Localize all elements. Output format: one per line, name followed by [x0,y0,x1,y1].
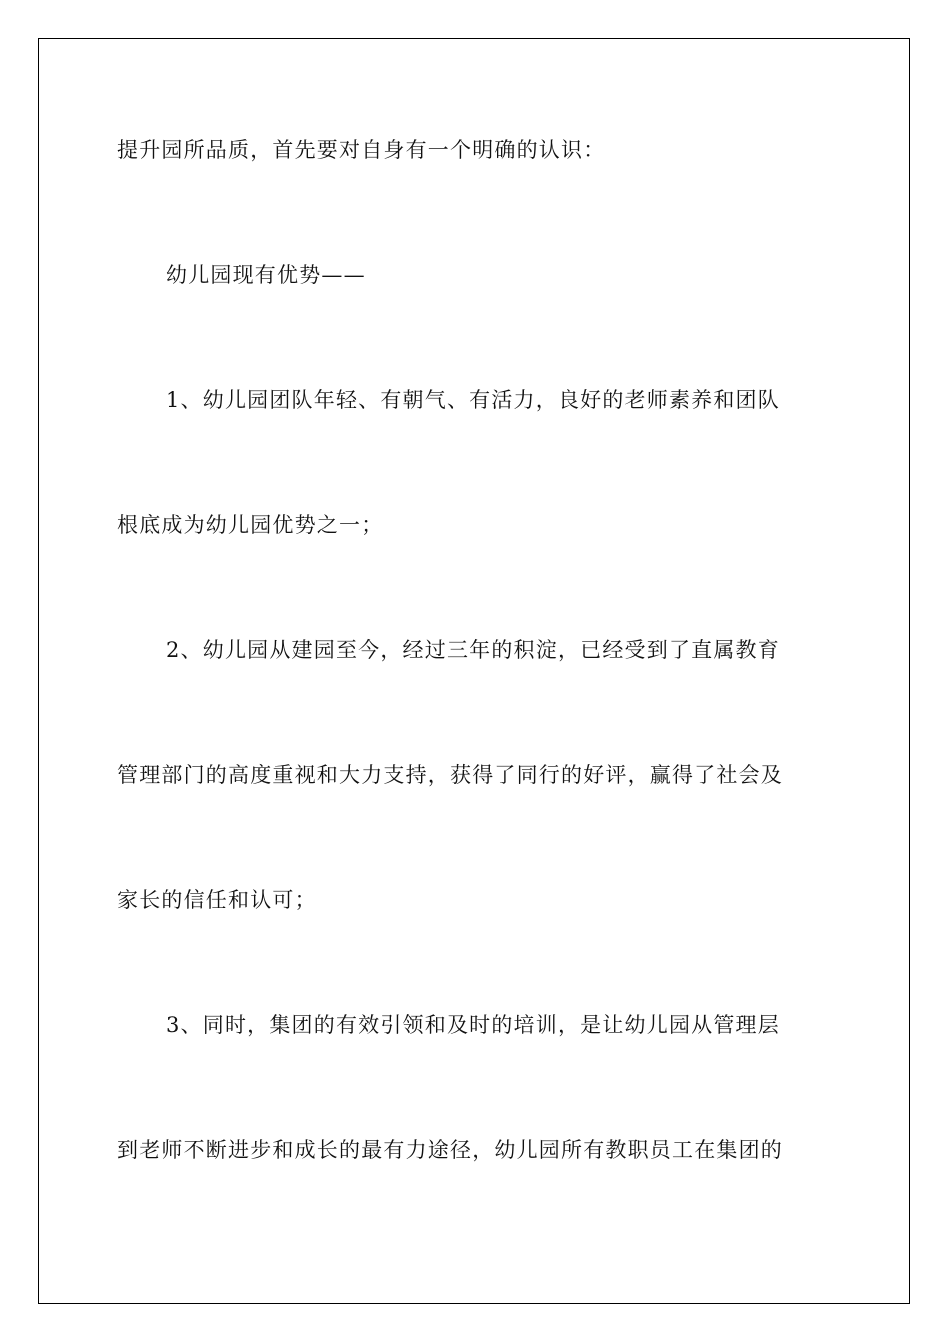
text-line-1: 提升园所品质，首先要对自身有一个明确的认识： [117,138,606,162]
text-line-9: 到老师不断进步和成长的最有力途径，幼儿园所有教职员工在集团的 [117,1138,783,1162]
text-line-5: 2、幼儿园从建园至今，经过三年的积淀，已经受到了直属教育 [166,638,780,662]
page-frame [38,38,910,1304]
text-line-2: 幼儿园现有优势—— [166,263,366,287]
text-line-6: 管理部门的高度重视和大力支持，获得了同行的好评，赢得了社会及 [117,763,783,787]
text-line-4: 根底成为幼儿园优势之一； [117,513,384,537]
text-line-3: 1、幼儿园团队年轻、有朝气、有活力，良好的老师素养和团队 [166,388,780,412]
text-line-8: 3、同时，集团的有效引领和及时的培训，是让幼儿园从管理层 [166,1013,780,1037]
text-line-7: 家长的信任和认可； [117,888,317,912]
